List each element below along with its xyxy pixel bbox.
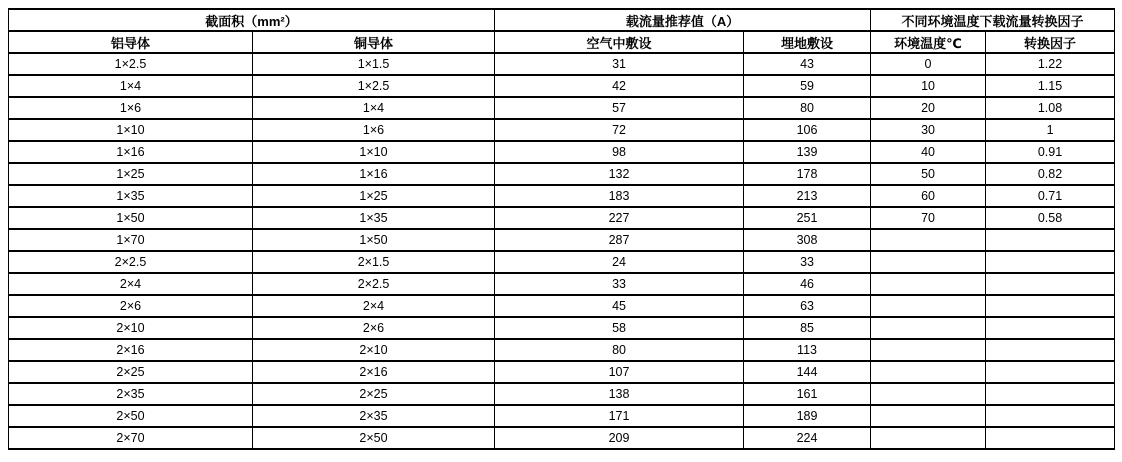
table-cell — [871, 317, 986, 339]
table-cell: 1×4 — [253, 97, 495, 119]
table-cell: 30 — [871, 119, 986, 141]
column-header-ambient-temp: 环境温度℃ — [871, 31, 986, 53]
table-cell: 2×4 — [253, 295, 495, 317]
table-cell — [986, 251, 1115, 273]
table-cell: 251 — [744, 207, 871, 229]
table-cell: 1×25 — [253, 185, 495, 207]
table-cell: 1×50 — [9, 207, 253, 229]
table-cell — [986, 361, 1115, 383]
table-cell — [986, 383, 1115, 405]
table-cell: 1×25 — [9, 163, 253, 185]
table-row — [9, 339, 1115, 361]
table-cell: 2×35 — [9, 383, 253, 405]
table-cell: 1.08 — [986, 97, 1115, 119]
column-header-copper-conductor: 铜导体 — [253, 31, 495, 53]
table-cell: 178 — [744, 163, 871, 185]
table-cell: 1×4 — [9, 75, 253, 97]
table-cell — [986, 405, 1115, 427]
table-row — [9, 119, 1115, 141]
table-cell: 1×6 — [9, 97, 253, 119]
table-cell: 40 — [871, 141, 986, 163]
table-cell: 287 — [495, 229, 744, 251]
table-cell: 10 — [871, 75, 986, 97]
table-cell: 1×35 — [253, 207, 495, 229]
header-group-row — [9, 9, 1115, 31]
table-cell: 1×2.5 — [253, 75, 495, 97]
table-cell — [871, 383, 986, 405]
table-cell: 113 — [744, 339, 871, 361]
table-cell: 132 — [495, 163, 744, 185]
column-header-buried: 埋地敷设 — [744, 31, 871, 53]
table-row — [9, 75, 1115, 97]
table-cell: 72 — [495, 119, 744, 141]
table-cell: 2×25 — [253, 383, 495, 405]
table-row — [9, 185, 1115, 207]
table-row — [9, 317, 1115, 339]
table-cell — [871, 229, 986, 251]
table-cell — [986, 229, 1115, 251]
table-cell — [871, 405, 986, 427]
header-group-cross-section: 截面积（mm²） — [9, 9, 495, 31]
table-row — [9, 361, 1115, 383]
table-cell — [986, 317, 1115, 339]
table-cell: 189 — [744, 405, 871, 427]
table-cell: 1×35 — [9, 185, 253, 207]
table-row — [9, 53, 1115, 75]
table-cell: 33 — [495, 273, 744, 295]
table-row — [9, 273, 1115, 295]
table-cell: 209 — [495, 427, 744, 449]
table-cell: 50 — [871, 163, 986, 185]
table-cell: 80 — [495, 339, 744, 361]
table-cell — [871, 427, 986, 449]
table-cell: 1.22 — [986, 53, 1115, 75]
table-cell: 2×35 — [253, 405, 495, 427]
table-row — [9, 207, 1115, 229]
table-cell: 60 — [871, 185, 986, 207]
table-row — [9, 295, 1115, 317]
table-cell: 183 — [495, 185, 744, 207]
table-cell: 0 — [871, 53, 986, 75]
table-cell: 1×1.5 — [253, 53, 495, 75]
conductor-ampacity-table — [8, 8, 1115, 450]
table-cell — [871, 273, 986, 295]
table-cell: 144 — [744, 361, 871, 383]
table-cell: 45 — [495, 295, 744, 317]
table-cell: 213 — [744, 185, 871, 207]
table-cell: 31 — [495, 53, 744, 75]
table-cell: 20 — [871, 97, 986, 119]
table-cell — [986, 295, 1115, 317]
table-cell: 308 — [744, 229, 871, 251]
table-cell: 0.58 — [986, 207, 1115, 229]
table-cell: 1.15 — [986, 75, 1115, 97]
table-row — [9, 229, 1115, 251]
column-header-row — [9, 31, 1115, 53]
table-cell: 46 — [744, 273, 871, 295]
column-header-air-laid: 空气中敷设 — [495, 31, 744, 53]
table-cell: 1×16 — [253, 163, 495, 185]
table-row — [9, 141, 1115, 163]
table-cell: 2×50 — [9, 405, 253, 427]
table-cell: 107 — [495, 361, 744, 383]
table-row — [9, 383, 1115, 405]
table-cell: 0.71 — [986, 185, 1115, 207]
table-cell: 85 — [744, 317, 871, 339]
table-body — [9, 53, 1115, 449]
table-cell: 98 — [495, 141, 744, 163]
table-cell: 2×25 — [9, 361, 253, 383]
table-row — [9, 97, 1115, 119]
table-cell: 2×1.5 — [253, 251, 495, 273]
table-row — [9, 163, 1115, 185]
table-cell: 171 — [495, 405, 744, 427]
table-cell: 161 — [744, 383, 871, 405]
table-cell: 1×2.5 — [9, 53, 253, 75]
table-cell: 2×6 — [9, 295, 253, 317]
table-cell: 63 — [744, 295, 871, 317]
table-row — [9, 405, 1115, 427]
table-cell: 1×6 — [253, 119, 495, 141]
column-header-aluminum-conductor: 铝导体 — [9, 31, 253, 53]
table-cell — [871, 295, 986, 317]
table-cell: 42 — [495, 75, 744, 97]
table-cell: 227 — [495, 207, 744, 229]
table-cell: 70 — [871, 207, 986, 229]
table-cell: 106 — [744, 119, 871, 141]
table-cell: 2×50 — [253, 427, 495, 449]
table-cell: 80 — [744, 97, 871, 119]
table-cell: 1×10 — [9, 119, 253, 141]
table-cell: 139 — [744, 141, 871, 163]
table-cell: 1×16 — [9, 141, 253, 163]
table-cell — [871, 251, 986, 273]
table-cell: 2×2.5 — [253, 273, 495, 295]
table-cell — [871, 339, 986, 361]
header-group-temp-factor: 不同环境温度下载流量转换因子 — [871, 9, 1115, 31]
table-cell — [871, 361, 986, 383]
table-cell: 2×2.5 — [9, 251, 253, 273]
table-cell: 57 — [495, 97, 744, 119]
table-cell: 2×4 — [9, 273, 253, 295]
table-cell: 2×70 — [9, 427, 253, 449]
table-cell: 0.82 — [986, 163, 1115, 185]
table-row — [9, 251, 1115, 273]
table-cell: 1×10 — [253, 141, 495, 163]
header-group-ampacity: 载流量推荐值（A） — [495, 9, 871, 31]
table-cell: 24 — [495, 251, 744, 273]
table-row — [9, 427, 1115, 449]
table-cell: 2×10 — [9, 317, 253, 339]
table-cell: 2×16 — [9, 339, 253, 361]
table-cell — [986, 339, 1115, 361]
table-cell: 33 — [744, 251, 871, 273]
table-cell — [986, 427, 1115, 449]
table-cell: 2×6 — [253, 317, 495, 339]
table-cell: 224 — [744, 427, 871, 449]
table-cell: 138 — [495, 383, 744, 405]
table-cell: 43 — [744, 53, 871, 75]
column-header-conversion-factor: 转换因子 — [986, 31, 1115, 53]
table-cell — [986, 273, 1115, 295]
table-cell: 1×70 — [9, 229, 253, 251]
table-cell: 2×16 — [253, 361, 495, 383]
table-cell: 58 — [495, 317, 744, 339]
table-cell: 59 — [744, 75, 871, 97]
table-cell: 0.91 — [986, 141, 1115, 163]
table-cell: 2×10 — [253, 339, 495, 361]
table-cell: 1×50 — [253, 229, 495, 251]
table-cell: 1 — [986, 119, 1115, 141]
